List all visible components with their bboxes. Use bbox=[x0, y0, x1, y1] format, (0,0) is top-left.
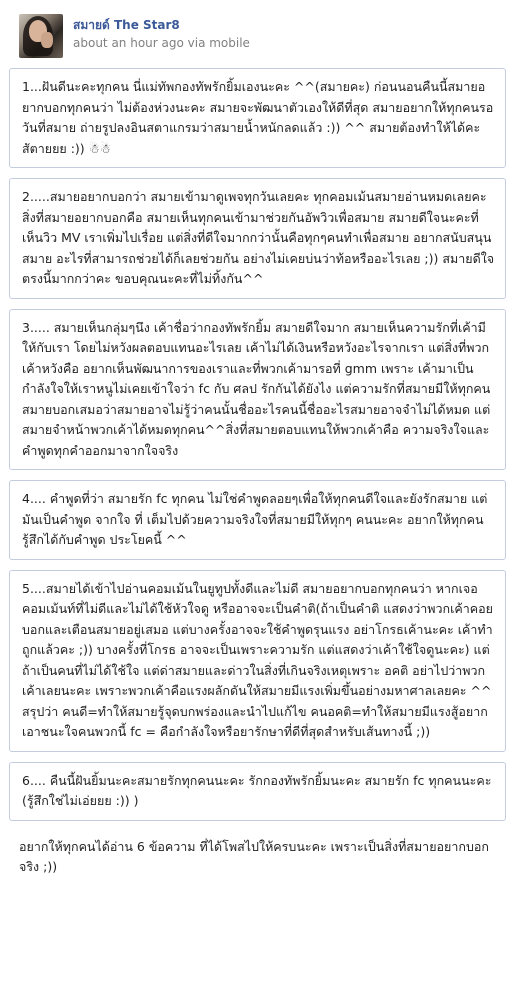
message-card-3 bbox=[9, 309, 506, 471]
message-card-1 bbox=[9, 68, 506, 168]
post-body bbox=[9, 68, 506, 878]
avatar-hand bbox=[41, 32, 53, 48]
message-text-2: 2.....สมายอยากบอกว่า สมายเข้ามาดูเพจทุกวันเลยคะ ทุกคอมเม้นสมายอ่านหมดเลยคะ สิ่งที่สมายอยากบอกคือ สมายเห็นทุกคนเข้ามาช่วยกันอัพวิวเพื่อสมาย สมายดีใจนะคะที่เห็นวิว MV เราเพิ่มไปเรื่อย แต่สิ่งที่ดีใจมากกว่านั้นคือทุกๆคนทำเพื่อสมาย อยากสนับสนุนสมาย อะไรที่สามารถช่วยได้ก็เลยช่วยกัน อย่างไม่เคยบ่นว่าท้อหรืออะไรเลย ;)) สมายดีใจตรงนี้มากกว่าคะ ขอบคุณนะคะที่ไม่ทิ้งกัน^^ bbox=[22, 189, 495, 286]
message-text-6: 6.... คืนนี้ฝันยิ้มนะคะสมายรักทุกคนนะคะ รักกองทัพรักยิ้มนะคะ สมายรัก fc ทุกคนนะคะ (รู้สึกใช่ไม่เอ่ยยย :)) ) bbox=[22, 772, 492, 808]
message-card-6 bbox=[9, 762, 506, 821]
author-name[interactable]: สมายด์ The Star8 bbox=[73, 18, 180, 32]
post-header bbox=[19, 14, 499, 60]
message-card-5 bbox=[9, 570, 506, 752]
message-card-2 bbox=[9, 178, 506, 299]
message-text-1: 1...ฝันดีนะคะทุกคน นี่แม่ทัพกองทัพรักยิ้มเองนะคะ ^^(สมายคะ) ก่อนนอนคืนนี้สมายอยากบอกทุกคนว่า ไม่ต้องห่วงนะคะ สมายจะพัฒนาตัวเองให้ดีที่สุด สมายอยากให้ทุกคนรอวันที่สมาย ถ่ายรูปลงอินสตาแกรมว่าสมายน้ำหนักลดแล้ว :)) ^^ สมายต้องทำให้ได้คะ สัตายยย :)) ☃☃ bbox=[22, 79, 494, 156]
post-timestamp[interactable]: about an hour ago via mobile bbox=[73, 36, 250, 50]
message-text-4: 4.... คำพูดที่ว่า สมายรัก fc ทุกคน ไม่ใช่คำพูดลอยๆเพื่อให้ทุกคนดีใจและยังรักสมาย แต่มันเป็นคำพูด จากใจ ที่ เต็มไปด้วยความจริงใจที่สมายมีให้ทุกๆ คนนะคะ อยากให้ทุกคนรู้สึกได้กับคำพูด ประโยคนี้ ^^ bbox=[22, 491, 488, 547]
avatar[interactable] bbox=[19, 14, 63, 58]
message-text-5: 5....สมายได้เข้าไปอ่านคอมเม้นในยูทูปทั้งดีและไม่ดี สมายอยากบอกทุกคนว่า หากเจอคอมเม้นท์ที่ไม่ดีและไม่ได้ใช้หัวใจดู หรืออาจจะเป็นคำติ(ถ้าเป็นคำติ แสดงว่าพวกเค้าคอยบอกและเตือนสมายอยู่เสมอ แต่บางครั้งอาจจะใช้คำพูดรุนแรง อย่าโกรธเค้านะคะ เค้าทำถูกแล้วคะ ;)) บางครั้งที่โกรธ อาจจะเป็นเพราะความรัก แต่แสดงว่าเค้าใช้ใจดูนะคะ) แต่ถ้าเป็นคนที่ไม่ได้ใช้ใจ แต่ด่าสมายและด่าวในสิ่งที่เกินจริงเหตุเพราะ อคติ อย่าไปว่าพวกเค้าเลยนะคะ เพราะพวกเค้าคือแรงผลักดันให้สมายมีแรงเพิ่มขึ้นอย่างมหาศาลเลยคะ ^^ สรุปว่า คนดี=ทำให้สมายรู้จุดบกพร่องและนำไปแก้ไข คนอคติ=ทำให้สมายมีแรงสู้อยากเอาชนะใจคนพวกนี้ fc = คือกำลังใจหรือยารักษาที่ดีที่สุดสำหรับเส้นทางนี้ ;)) bbox=[22, 580, 493, 739]
closing-text: อยากให้ทุกคนได้อ่าน 6 ข้อความ ที่ได้โพสไปให้ครบนะคะ เพราะเป็นสิ่งที่สมายอยากบอกจริง ;)) bbox=[19, 838, 489, 874]
message-card-4 bbox=[9, 480, 506, 560]
message-text-3: 3..... สมายเห็นกลุ่มๆนึง เค้าชื่อว่ากองทัพรักยิ้ม สมายดีใจมาก สมายเห็นความรักที่เค้ามีให้กับเรา โดยไม่หวังผลตอบแทนอะไรเลย เค้าไม่ได้เงินหรือหวังอะไรจากเรา แต่สิ่งที่พวกเค้าหวังคือ อยากเห็นพัฒนาการของเราและที่พวกเค้ามารอที่ gmm เพราะ เค้ามาเป็นกำลังใจให้เราหนูไม่เคยเข้าใจว่า fc กับ ศลป รักกันได้ยังไง แต่ความรักที่สมายมีให้ทุกคน สมายบอกเสมอว่าสมายอาจไม่รู้ว่าคนนั้นชื่ออะไรคนนี้ชื่ออะไรสมายอาจจำไม่ได้หมด แต่สมายจำหน้าพวกเค้าได้หมดทุกคน^^สิ่งที่สมายตอบแทนให้พวกเค้าคือ ความจริงใจและคำพูดทุกคำออกมาจากใจจริง bbox=[22, 319, 491, 458]
